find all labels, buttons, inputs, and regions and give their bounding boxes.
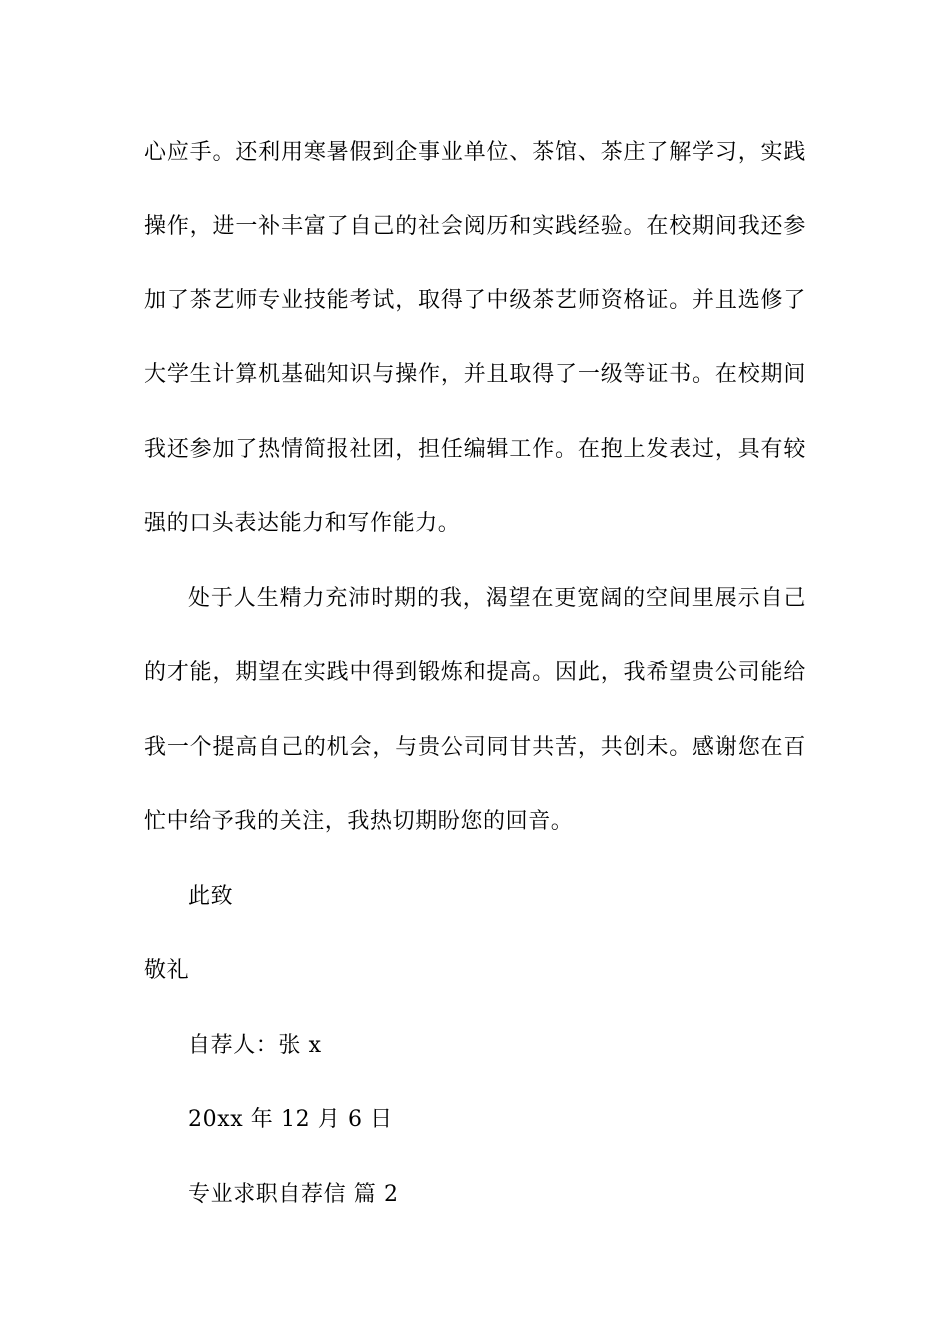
paragraph-1-line-2: 操作，进一补丰富了自己的社会阅历和实践经验。在校期间我还参 [144,214,806,239]
paragraph-1-line-1: 心应手。还利用寒暑假到企事业单位、茶馆、茶庄了解学习，实践 [144,140,806,165]
paragraph-1-line-6: 强的口头表达能力和写作能力。 [144,511,461,536]
paragraph-2-line-2: 的才能，期望在实践中得到锻炼和提高。因此，我希望贵公司能给 [144,660,806,685]
signature: 自荐人：张 x [188,1033,322,1058]
paragraph-1-line-3: 加了茶艺师专业技能考试，取得了中级茶艺师资格证。并且选修了 [144,288,806,313]
paragraph-1-line-5: 我还参加了热情简报社团，担任编辑工作。在抱上发表过，具有较 [144,437,806,462]
paragraph-1-line-4: 大学生计算机基础知识与操作，并且取得了一级等证书。在校期间 [144,362,806,387]
date: 20xx 年 12 月 6 日 [188,1107,393,1132]
paragraph-2-line-4: 忙中给予我的关注，我热切期盼您的回音。 [144,809,574,834]
closing-salutation: 此致 [188,884,234,909]
paragraph-2-line-3: 我一个提高自己的机会，与贵公司同甘共苦，共创未。感谢您在百 [144,735,806,760]
closing-regards: 敬礼 [144,958,190,983]
next-section-title: 专业求职自荐信 篇 2 [188,1182,399,1207]
paragraph-2-line-1: 处于人生精力充沛时期的我，渴望在更宽阔的空间里展示自己 [188,586,806,611]
